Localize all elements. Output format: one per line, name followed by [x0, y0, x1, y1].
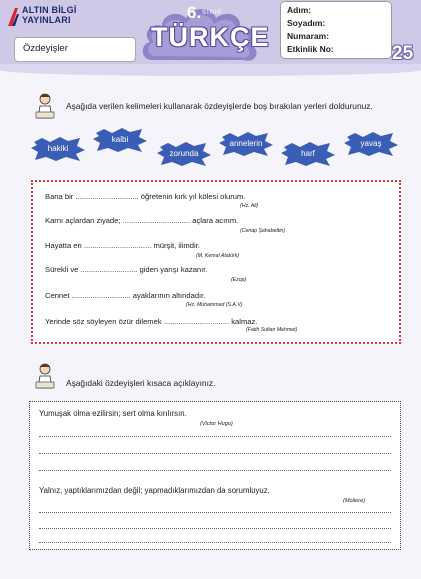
publisher-name: ALTIN BİLGİ YAYINLARI [22, 5, 77, 25]
quote-2: Yalnız, yaptıklarımızdan değil; yapmadıklarımızdan da sorumluyuz. [39, 486, 270, 495]
grade-number: 6. [187, 3, 202, 22]
sentence-4: Sürekli ve ........................... giden yarışı kazanır. [45, 265, 208, 274]
name-field[interactable]: Adım: [287, 5, 312, 15]
topic-box [14, 37, 136, 62]
sentence-2: Karnı açlardan ziyade; ................................ açlara acırım. [45, 216, 239, 225]
word-kalbi: kalbi [111, 135, 129, 144]
word-splash-2 [92, 127, 148, 153]
topic-label: Özdeyişler [23, 43, 68, 54]
logo-mark-icon [6, 6, 20, 28]
answer-line[interactable] [39, 453, 391, 454]
page-number: 25 [392, 43, 414, 64]
word-splash-3 [156, 141, 212, 167]
sentence-5: Cennet ............................ ayaklarının altındadır. [45, 291, 206, 300]
answer-line[interactable] [39, 528, 391, 529]
word-harf: harf [301, 149, 315, 158]
word-annelerin: annelerin [229, 139, 263, 148]
answer-line[interactable] [39, 436, 391, 437]
sentence-6-source: (Fatih Sultan Mehmet) [246, 327, 298, 333]
student-info-box [280, 1, 392, 59]
reading-child-icon [33, 92, 57, 120]
word-splash-1 [30, 136, 86, 162]
writing-child-icon [33, 362, 57, 390]
quote-1-source: (Victor Hugo) [200, 421, 233, 427]
word-splash-6 [343, 131, 399, 157]
activity-number-field[interactable]: Etkinlik No: [287, 44, 334, 54]
sentence-5-source: (Hz. Muhammed (S.A.V) [186, 302, 243, 308]
subject-title: TÜRKÇE [151, 22, 270, 52]
word-hakiki: hakiki [47, 144, 69, 153]
answer-line[interactable] [39, 542, 391, 543]
sentence-1-source: (Hz. Ali) [240, 203, 259, 209]
word-splash-4 [218, 131, 274, 157]
word-yavas: yavaş [360, 139, 382, 148]
section2-instruction: Aşağıdaki özdeyişleri kısaca açıklayınız. [66, 378, 216, 388]
grade-suffix: SINIF [202, 10, 223, 16]
quote-1: Yumuşak olma ezilirsin; sert olma kırılırsın. [39, 409, 187, 418]
sentence-3: Hayatta en ................................ mürşit, ilimdir. [45, 241, 200, 250]
sentence-2-source: (Cenap Şahabettin) [240, 228, 285, 234]
sentence-4-source: (Ezop) [231, 277, 247, 283]
publisher-logo [6, 2, 106, 36]
answer-line[interactable] [39, 470, 391, 471]
number-field[interactable]: Numaram: [287, 31, 330, 41]
surname-field[interactable]: Soyadım: [287, 18, 326, 28]
answer-line[interactable] [39, 512, 391, 513]
sentence-3-source: (M. Kemal Atatürk) [196, 253, 240, 259]
quote-2-source: (Moliere) [343, 498, 366, 504]
word-splash-5 [280, 141, 336, 167]
sentence-6: Yerinde söz söyleyen özür dilemek ............................... kalmaz. [45, 317, 258, 326]
word-zorunda: zorunda [169, 149, 199, 158]
section1-instruction: Aşağıda verilen kelimeleri kullanarak özdeyişlerde boş bırakılan yerleri doldurunuz. [66, 101, 373, 111]
sentence-1: Bana bir .............................. öğretenin kırk yıl kölesi olurum. [45, 192, 246, 201]
